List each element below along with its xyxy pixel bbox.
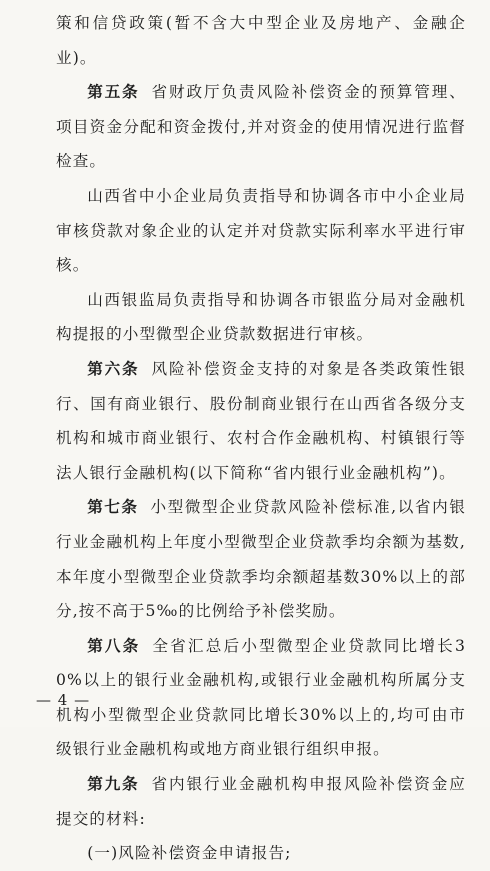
article-label: 第九条: [87, 774, 140, 794]
article-5: [56, 75, 466, 179]
article-text: 全省汇总后小型微型企业贷款同比增长30%以上的银行业金融机构,或银行业金融机构所属分支机构小型微型企业贷款同比增长30%以上的,均可由市级银行业金融机构或地方商业银行组织申报。: [56, 636, 466, 759]
list-item-1: [56, 836, 466, 871]
article-label: 第六条: [87, 358, 140, 378]
article-6: [56, 352, 466, 490]
paragraph-banking-regulator: [56, 283, 466, 352]
article-7: [56, 490, 466, 628]
paragraph-text: 策和信贷政策(暂不含大中型企业及房地产、金融企业)。: [56, 14, 466, 67]
article-text: 省财政厅负责风险补偿资金的预算管理、项目资金分配和资金拨付,并对资金的使用情况进行监督检查。: [56, 83, 466, 171]
page-number: — 4 —: [36, 691, 91, 709]
paragraph-sme-bureau: [56, 179, 466, 283]
article-8: [56, 629, 466, 767]
paragraph-text: (一)风险补偿资金申请报告;: [87, 844, 292, 863]
article-text: 小型微型企业贷款风险补偿标准,以省内银行业金融机构上年度小型微型企业贷款季均余额为基数,本年度小型微型企业贷款季均余额超基数30%以上的部分,按不高于5‰的比例给予补偿奖励。: [56, 498, 466, 621]
article-label: 第七条: [87, 497, 139, 517]
article-label: 第八条: [87, 635, 141, 655]
article-label: 第五条: [87, 82, 140, 102]
paragraph-text: 山西省中小企业局负责指导和协调各市中小企业局审核贷款对象企业的认定并对贷款实际利率水平进行审核。: [56, 186, 466, 275]
article-text: 省内银行业金融机构申报风险补偿资金应提交的材料:: [56, 775, 466, 828]
article-9: [56, 767, 466, 836]
paragraph-text: 山西银监局负责指导和协调各市银监分局对金融机构提报的小型微型企业贷款数据进行审核。: [56, 290, 466, 344]
paragraph-continuation: [56, 6, 466, 75]
article-text: 风险补偿资金支持的对象是各类政策性银行、国有商业银行、股份制商业银行在山西省各级分支机构和城市商业银行、农村合作金融机构、村镇银行等法人银行金融机构(以下简称“省内银行业金融机构”)。: [56, 359, 466, 482]
